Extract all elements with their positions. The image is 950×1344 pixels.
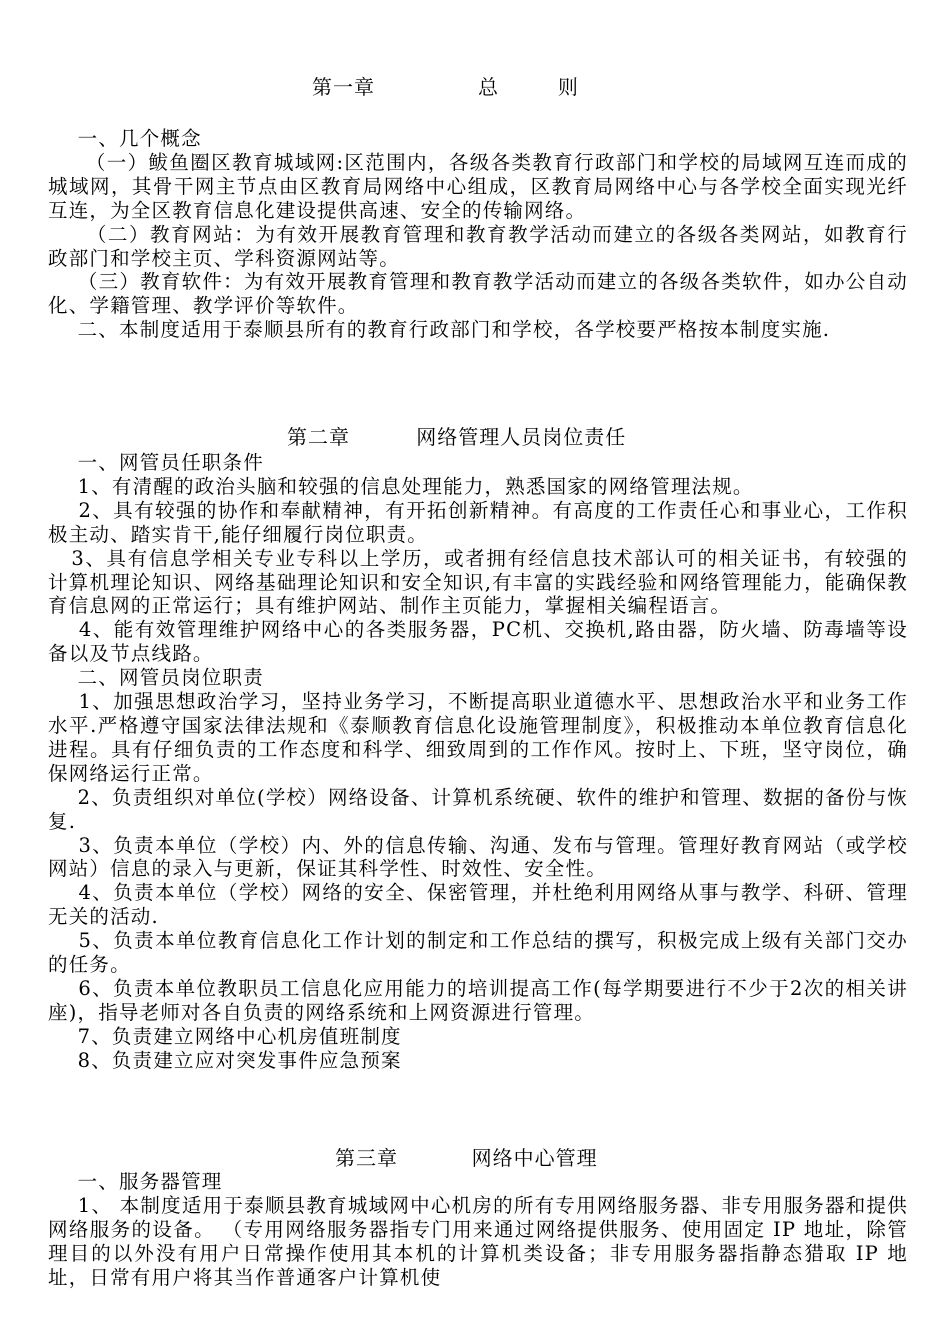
paragraph: 二、网管员岗位职责 <box>48 666 264 690</box>
paragraph: 2、具有较强的协作和奉献精神，有开拓创新精神。有高度的工作责任心和事业心，工作积极主动、踏实肯干,能仔细履行岗位职责。 <box>48 498 908 546</box>
paragraph: 5、负责本单位教育信息化工作计划的制定和工作总结的撰写，积极完成上级有关部门交办的任务。 <box>48 929 908 977</box>
paragraph: 3、负责本单位（学校）内、外的信息传输、沟通、发布与管理。管理好教育网站（或学校网站）信息的录入与更新，保证其科学性、时效性、安全性。 <box>48 833 908 881</box>
paragraph: （二）教育网站：为有效开展教育管理和教育教学活动而建立的各级各类网站，如教育行政部门和学校主页、学科资源网站等。 <box>48 222 908 270</box>
chapter-1-title: 第一章 总 则 <box>312 75 579 99</box>
paragraph: 1、 本制度适用于泰顺县教育城域网中心机房的所有专用网络服务器、非专用服务器和提供网络服务的设备。 （专用网络服务器指专门用来通过网络提供服务、使用固定 IP 地址，除管理目的以外没有用户日常操作使用其本机的计算机类设备；非专用服务器指静态猎取 IP 地址，日常有用户将其当作普通客户计算机使 <box>48 1193 908 1289</box>
paragraph: （三）教育软件：为有效开展教育管理和教育教学活动而建立的各级各类软件，如办公自动化、学籍管理、教学评价等软件。 <box>48 270 908 318</box>
paragraph: 3、具有信息学相关专业专科以上学历，或者拥有经信息技术部认可的相关证书，有较强的计算机理论知识、网络基础理论知识和安全知识,有丰富的实践经验和网络管理能力，能确保教育信息网的正常运行；具有维护网站、制作主页能力，掌握相关编程语言。 <box>48 546 908 618</box>
paragraph: 4、负责本单位（学校）网络的安全、保密管理，并杜绝利用网络从事与教学、科研、管理无关的活动. <box>48 881 908 929</box>
paragraph: 一、几个概念 <box>48 127 202 150</box>
paragraph: 一、网管员任职条件 <box>48 451 264 474</box>
paragraph: 2、负责组织对单位(学校）网络设备、计算机系统硬、软件的维护和管理、数据的备份与恢复. <box>48 785 908 833</box>
chapter-3-title: 第三章 网络中心管理 <box>335 1146 598 1170</box>
chapter-2-body <box>48 451 908 1073</box>
paragraph: （一）鲅鱼圈区教育城域网:区范围内，各级各类教育行政部门和学校的局域网互连而成的城域网，其骨干网主节点由区教育局网络中心组成，区教育局网络中心与各学校全面实现光纤互连，为全区教育信息化建设提供高速、安全的传输网络。 <box>48 150 908 222</box>
paragraph: 1、有清醒的政治头脑和较强的信息处理能力，熟悉国家的网络管理法规。 <box>48 474 754 498</box>
paragraph: 7、负责建立网络中心机房值班制度 <box>48 1024 402 1048</box>
paragraph: 二、本制度适用于泰顺县所有的教育行政部门和学校，各学校要严格按本制度实施. <box>48 318 831 342</box>
paragraph: 8、负责建立应对突发事件应急预案 <box>48 1048 402 1072</box>
chapter-1-body <box>48 127 908 342</box>
paragraph: 6、负责本单位教职员工信息化应用能力的培训提高工作(每学期要进行不少于2次的相关讲座)，指导老师对各自负责的网络系统和上网资源进行管理。 <box>48 976 908 1024</box>
chapter-2-title: 第二章 网络管理人员岗位责任 <box>287 425 627 449</box>
chapter-3-body <box>48 1170 908 1290</box>
paragraph: 一、服务器管理 <box>48 1170 223 1193</box>
paragraph: 4、能有效管理维护网络中心的各类服务器，PC机、交换机,路由器，防火墙、防毒墙等设备以及节点线路。 <box>48 618 908 666</box>
paragraph: 1、加强思想政治学习，坚持业务学习，不断提高职业道德水平、思想政治水平和业务工作水平.严格遵守国家法律法规和《泰顺教育信息化设施管理制度》，积极推动本单位教育信息化进程。具有仔细负责的工作态度和科学、细致周到的工作作风。按时上、下班，坚守岗位，确保网络运行正常。 <box>48 690 908 785</box>
